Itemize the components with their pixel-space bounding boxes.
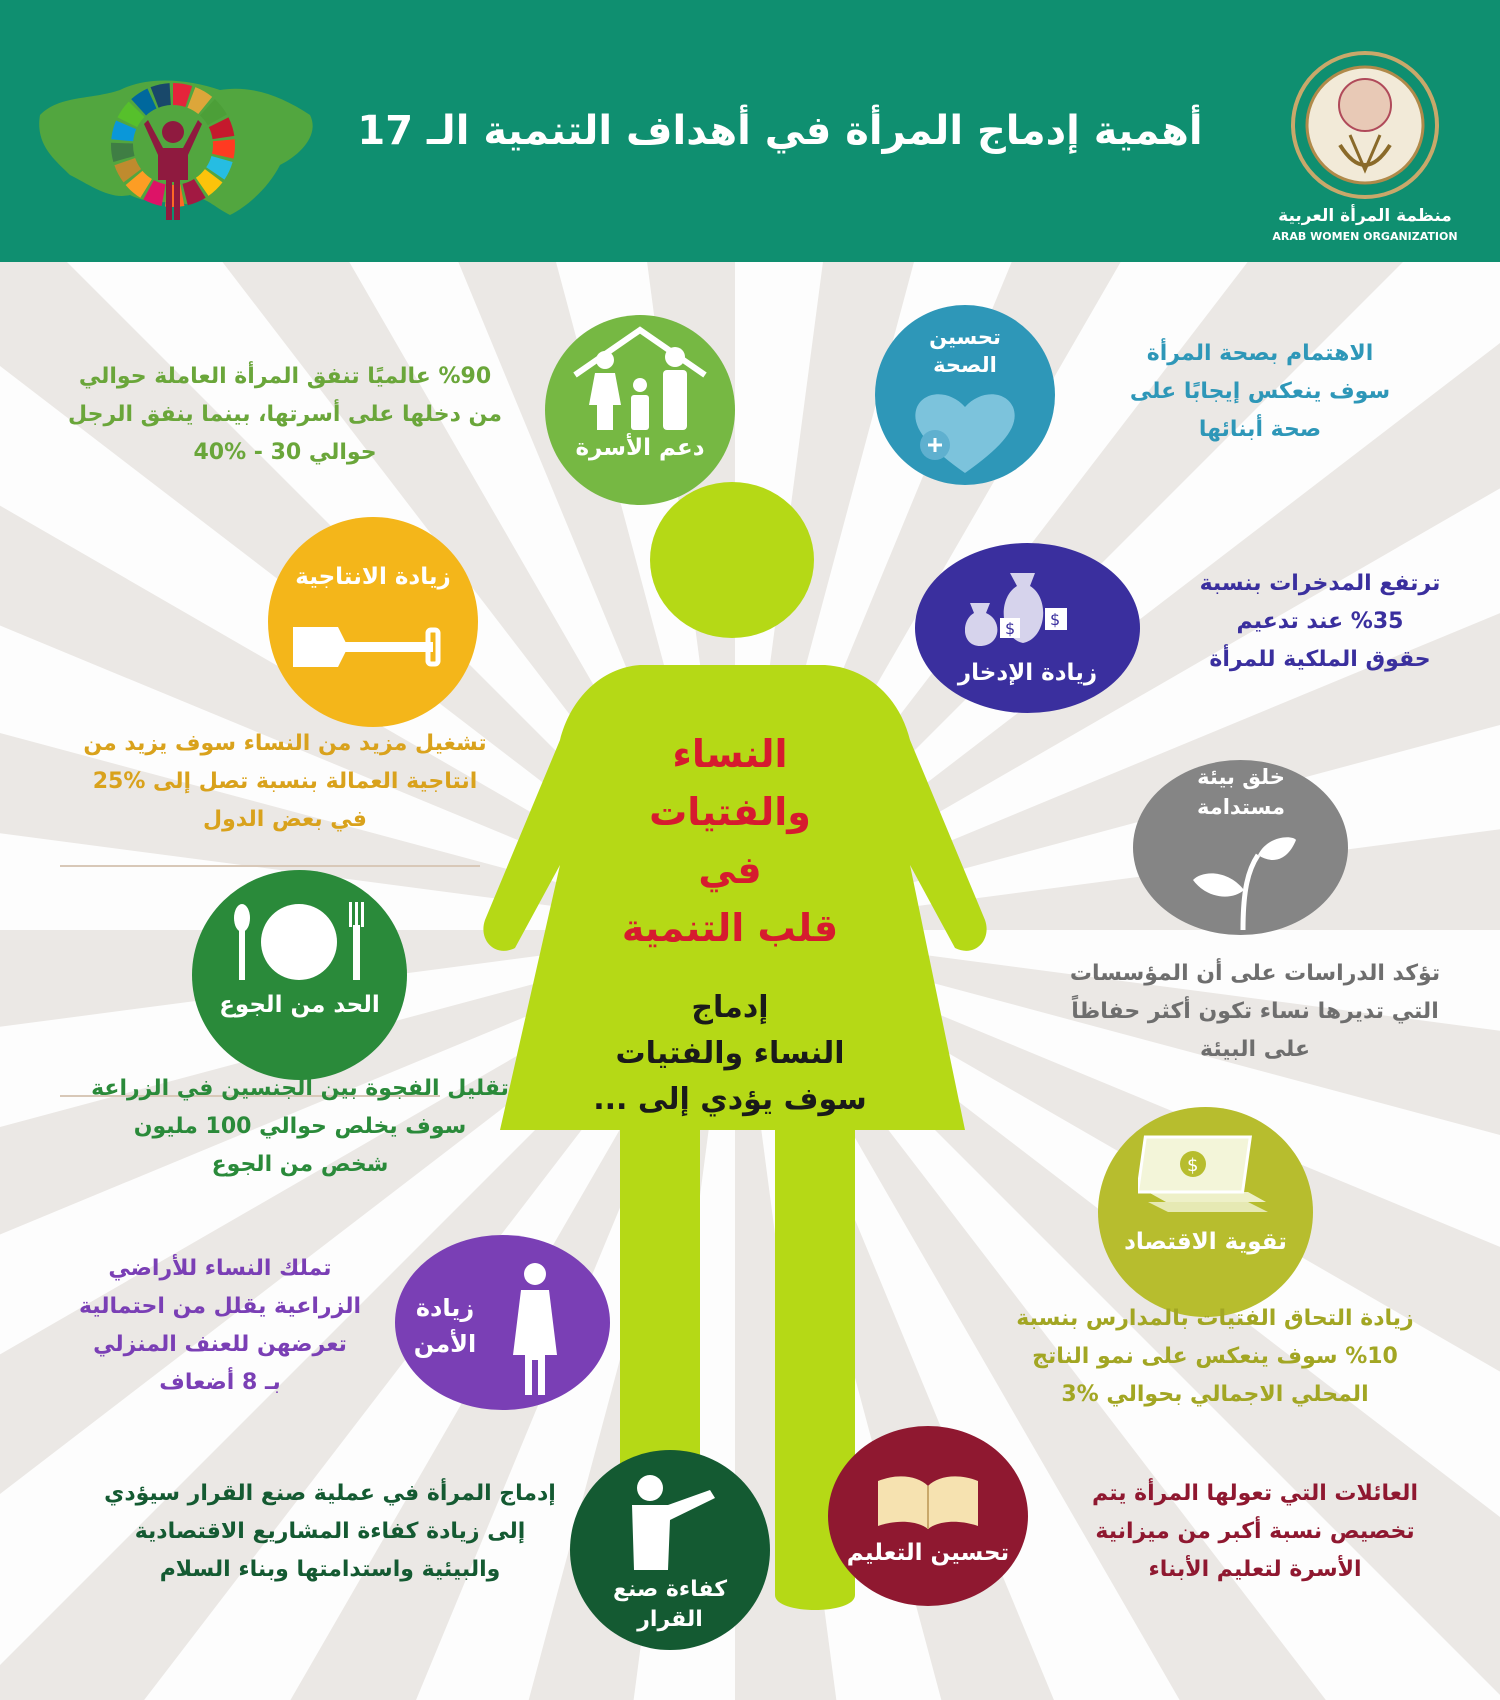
productivity-circle — [268, 517, 478, 727]
savings-circle — [915, 543, 1140, 713]
desc-line: %35 عند تدعيم — [1236, 609, 1404, 634]
svg-text:$: $ — [1187, 1155, 1199, 1176]
desc-line: والبيئية واستدامتها وبناء السلام — [159, 1557, 501, 1582]
open-book-icon — [873, 1471, 983, 1531]
divider-line — [60, 865, 480, 867]
savings-description — [1160, 565, 1480, 679]
family-support-description — [40, 358, 530, 472]
family-icon — [565, 325, 715, 435]
desc-line: التي تديرها نساء تكون أكثر حفاظاً — [1071, 999, 1439, 1024]
desc-line: تعرضهن للعنف المنزلي — [93, 1332, 347, 1357]
health-description — [1060, 335, 1460, 449]
center-headline — [560, 725, 900, 957]
subtext-line: إدماج — [691, 990, 769, 1025]
headline-line: والفتيات — [649, 790, 811, 834]
desc-line: الزراعية يقلل من احتمالية — [78, 1294, 362, 1319]
desc-line: سوف يخلص حوالي 100 مليون — [133, 1114, 467, 1139]
desc-line: بـ 8 أضعاف — [159, 1370, 281, 1395]
environment-circle — [1133, 760, 1348, 935]
desc-line: على البيئة — [1199, 1037, 1310, 1062]
economy-circle — [1098, 1107, 1313, 1317]
desc-line: تقليل الفجوة بين الجنسين في الزراعة — [91, 1076, 509, 1101]
desc-line: في بعض الدول — [203, 807, 367, 832]
environment-label: خلق بيئة مستدامة — [1196, 765, 1285, 819]
desc-line: ترتفع المدخرات بنسبة — [1199, 571, 1441, 596]
subtext-line: سوف يؤدي إلى ... — [593, 1082, 867, 1117]
hunger-reduction-description — [60, 1070, 540, 1184]
desc-line: زيادة التحاق الفتيات بالمدارس بنسبة — [1016, 1306, 1414, 1331]
subtext-line: النساء والفتيات — [615, 1036, 845, 1071]
desc-line: تخصيص نسبة أكبر من ميزانية — [1095, 1519, 1415, 1544]
education-description — [1040, 1475, 1470, 1589]
desc-line: المحلي الاجمالي بحوالي %3 — [1061, 1382, 1369, 1407]
desc-line: الاهتمام بصحة المرأة — [1146, 341, 1374, 366]
shovel-icon — [283, 612, 463, 682]
banknotes-icon — [1138, 1132, 1273, 1217]
desc-line: حقوق الملكية للمرأة — [1209, 647, 1431, 672]
savings-label: زيادة الإدخار — [957, 660, 1098, 686]
desc-line: %90 عالميًا تنفق المرأة العاملة حوالي — [78, 364, 492, 389]
productivity-description — [45, 725, 525, 839]
speaker-pointing-icon — [610, 1470, 740, 1570]
desc-line: الأسرة لتعليم الأبناء — [1148, 1557, 1362, 1582]
desc-line: من دخلها على أسرتها، بينما ينفق الرجل — [68, 402, 502, 427]
security-label: زيادة الأمن — [413, 1294, 477, 1358]
desc-line: %10 سوف ينعكس على نمو الناتج — [1032, 1344, 1398, 1369]
plant-icon — [1188, 830, 1298, 930]
organization-name-english: ARAB WOMEN ORGANIZATION — [1272, 230, 1458, 243]
page-title: أهمية إدماج المرأة في أهداف التنمية الـ 17 — [357, 108, 1203, 154]
organization-name-arabic: منظمة المرأة العربية — [1278, 206, 1452, 226]
desc-line: انتاجية العمالة بنسبة تصل إلى %25 — [92, 769, 478, 794]
desc-line: إلى زيادة كفاءة المشاريع الاقتصادية — [134, 1519, 526, 1544]
hunger-reduction-label: الحد من الجوع — [219, 992, 380, 1018]
woman-icon — [505, 1260, 565, 1400]
security-circle — [395, 1235, 610, 1410]
education-label: تحسين التعليم — [846, 1540, 1010, 1566]
money-bags-icon — [965, 568, 1085, 648]
hunger-reduction-circle — [192, 870, 407, 1080]
desc-line: سوف ينعكس إيجابًا على — [1129, 379, 1391, 404]
headline-line: في — [698, 848, 762, 892]
productivity-label: زيادة الانتاجية — [295, 564, 451, 590]
desc-line: إدماج المرأة في عملية صنع القرار سيؤدي — [104, 1481, 556, 1506]
desc-line: تؤكد الدراسات على أن المؤسسات — [1069, 961, 1441, 986]
desc-line: حوالي 30 - %40 — [193, 440, 377, 465]
family-support-circle — [545, 315, 735, 505]
economy-description — [970, 1300, 1460, 1414]
desc-line: شخص من الجوع — [211, 1152, 389, 1177]
svg-text:$: $ — [1005, 619, 1016, 638]
headline-line: قلب التنمية — [621, 906, 839, 950]
health-circle — [875, 305, 1055, 485]
center-subtext — [560, 985, 900, 1123]
desc-line: العائلات التي تعولها المرأة يتم — [1091, 1481, 1418, 1506]
headline-line: النساء — [672, 732, 788, 776]
security-description — [40, 1250, 400, 1402]
heart-health-icon — [905, 385, 1025, 480]
desc-line: تشغيل مزيد من النساء سوف يزيد من — [83, 731, 487, 756]
decision-making-label: كفاءة صنع القرار — [612, 1577, 728, 1632]
family-support-label: دعم الأسرة — [575, 435, 705, 461]
desc-line: صحة أبنائها — [1198, 417, 1322, 442]
desc-line: تملك النساء للأراضي — [108, 1256, 332, 1281]
environment-description — [1030, 955, 1480, 1069]
economy-label: تقوية الاقتصاد — [1124, 1229, 1287, 1255]
education-circle — [828, 1426, 1028, 1606]
health-label: تحسين الصحة — [929, 325, 1001, 377]
plate-cutlery-icon — [227, 900, 372, 985]
decision-making-circle — [570, 1450, 770, 1650]
decision-making-description — [70, 1475, 590, 1589]
svg-text:$: $ — [1050, 610, 1061, 629]
